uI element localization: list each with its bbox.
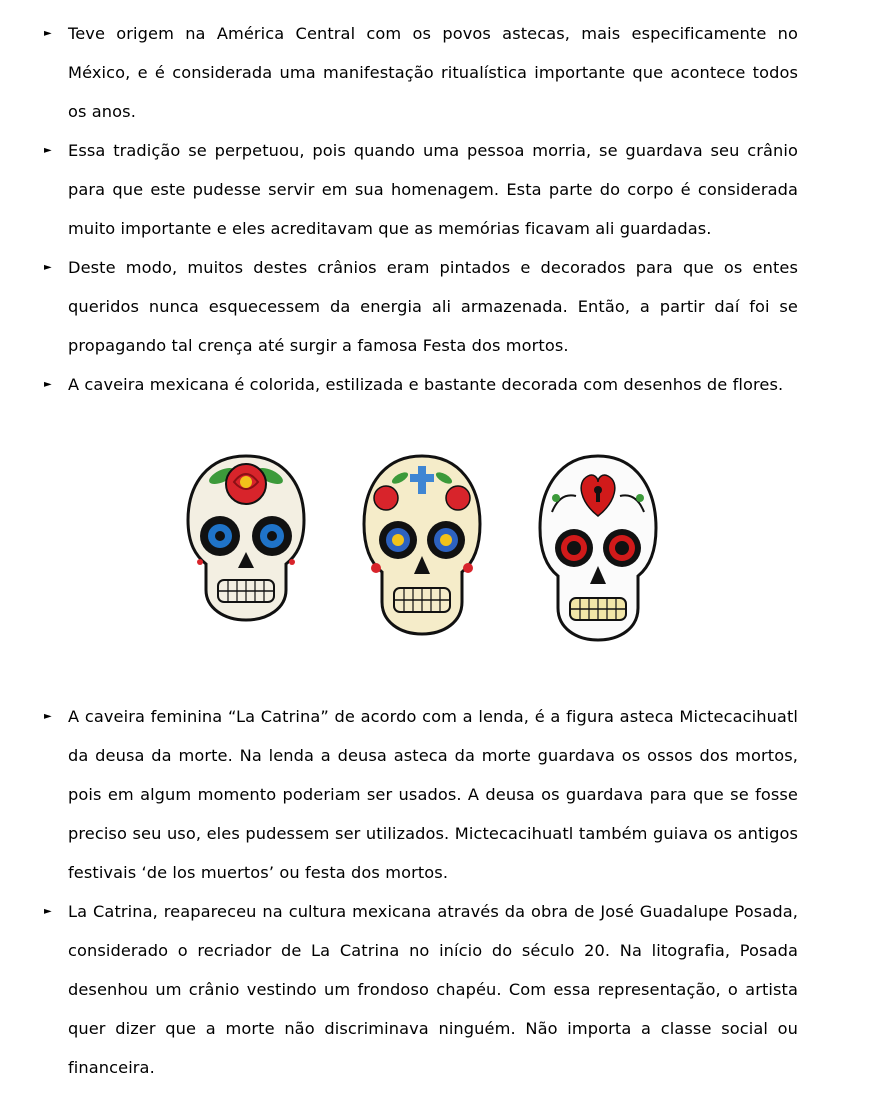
list-item (0, 697, 882, 892)
bullet-list-bottom (0, 697, 882, 1087)
bullet-icon: ► (44, 906, 52, 917)
sugar-skull-icon (360, 452, 484, 638)
bullet-icon: ► (44, 379, 52, 390)
bullet-icon: ► (44, 262, 52, 273)
bullet-list-top (0, 14, 882, 404)
bullet-icon: ► (44, 28, 52, 39)
list-item (0, 248, 882, 365)
list-item-text: Deste modo, muitos destes crânios eram pintados e decorados para que os entes queridos nunca esquecessem da energia ali armazenada. Então, a partir daí foi se propagando tal crença até surgir a famosa Festa dos mortos. (68, 258, 798, 355)
list-item-text: A caveira mexicana é colorida, estilizada e bastante decorada com desenhos de flores. (68, 375, 784, 394)
list-item-text: A caveira feminina “La Catrina” de acordo com a lenda, é a figura asteca Mictecacihuatl da deusa da morte. Na lenda a deusa asteca da morte guardava os ossos dos mortos, pois em algum momento poderiam ser usados. A deusa os guardava para que se fosse preciso seu uso, eles pudessem ser utilizados. Mictecacihuatl também guiava os antigos festivais ‘de los muertos’ ou festa dos mortos. (68, 707, 798, 882)
bullet-icon: ► (44, 711, 52, 722)
list-item (0, 131, 882, 248)
sugar-skulls-figure (170, 452, 690, 658)
sugar-skull-icon (184, 452, 308, 624)
list-item (0, 365, 882, 404)
list-item-text: Teve origem na América Central com os povos astecas, mais especificamente no México, e é considerada uma manifestação ritualística importante que acontece todos os anos. (68, 24, 798, 121)
list-item (0, 892, 882, 1087)
list-item-text: Essa tradição se perpetuou, pois quando uma pessoa morria, se guardava seu crânio para que este pudesse servir em sua homenagem. Esta parte do corpo é considerada muito importante e eles acreditavam que as memórias ficavam ali guardadas. (68, 141, 798, 238)
list-item (0, 14, 882, 131)
bullet-icon: ► (44, 145, 52, 156)
list-item-text: La Catrina, reapareceu na cultura mexicana através da obra de José Guadalupe Posada, considerado o recriador de La Catrina no início do século 20. Na litografia, Posada desenhou um crânio vestindo um frondoso chapéu. Com essa representação, o artista quer dizer que a morte não discriminava ninguém. Não importa a classe social ou financeira. (68, 902, 798, 1077)
sugar-skull-icon (536, 452, 660, 644)
